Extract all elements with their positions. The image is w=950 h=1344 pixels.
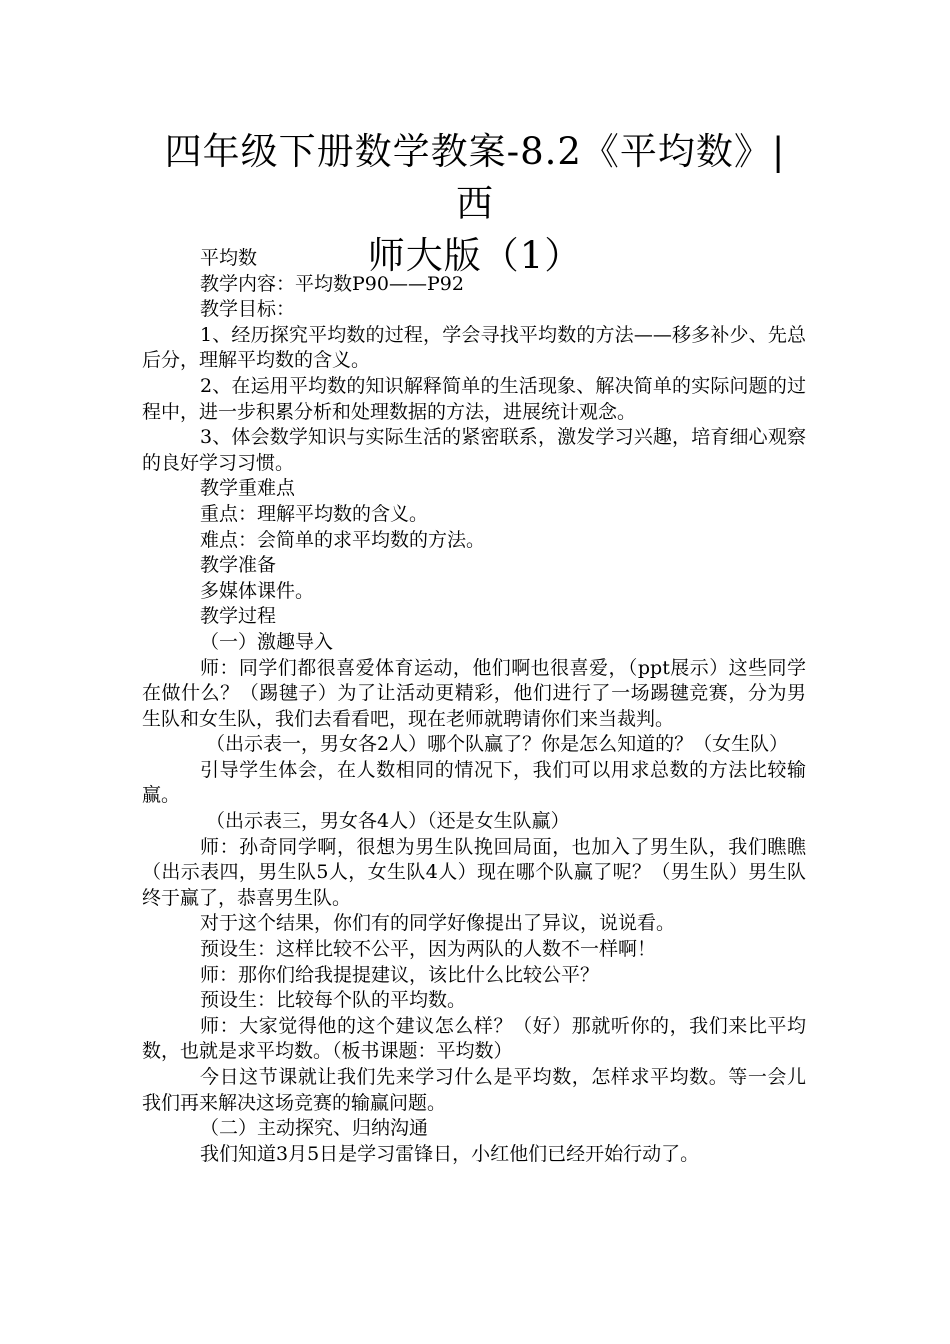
- title-line-2: 师大版（1）: [367, 234, 583, 277]
- section-heading-goals: 教学目标：: [200, 298, 296, 321]
- section-heading-process: 教学过程: [200, 605, 277, 628]
- subsection-heading-intro: （一）激趣导入: [200, 630, 334, 653]
- process-paragraph: 师：大家觉得他的这个建议怎么样？（好）那就听你的，我们来比平均数，也就是求平均数。（板书课题：平均数）: [142, 1014, 806, 1063]
- title-line-1: 四年级下册数学教案-8.2《平均数》| 西: [164, 130, 786, 225]
- process-paragraph: 师：那你们给我提提建议，该比什么比较公平？: [200, 963, 600, 986]
- document-body: [142, 246, 806, 1167]
- preparation-item: 多媒体课件。: [200, 579, 315, 602]
- section-heading-preparation: 教学准备: [200, 554, 277, 577]
- section-heading-topic: 平均数: [200, 247, 258, 269]
- goal-item-3: 3、体会数学知识与实际生活的紧密联系，激发学习兴趣，培育细心观察的良好学习习惯。: [142, 426, 806, 474]
- process-paragraph: 预设生：这样比较不公平，因为两队的人数不一样啊！: [200, 938, 657, 961]
- key-point: 重点：理解平均数的含义。: [200, 502, 429, 525]
- goal-item-1: 1、经历探究平均数的过程，学会寻找平均数的方法——移多补少、先总后分，理解平均数的含义。: [142, 323, 806, 372]
- teaching-content: 教学内容：平均数P90——P92: [200, 272, 464, 295]
- process-paragraph: 预设生：比较每个队的平均数。: [200, 989, 467, 1012]
- process-paragraph: 今日这节课就让我们先来学习什么是平均数，怎样求平均数。等一会儿我们再来解决这场竞赛的输赢问题。: [142, 1066, 806, 1114]
- process-paragraph: 对于这个结果，你们有的同学好像提出了异议，说说看。: [200, 912, 676, 935]
- subsection-heading-explore: （二）主动探究、归纳沟通: [200, 1117, 429, 1140]
- process-paragraph: 师：孙奇同学啊，很想为男生队挽回局面，也加入了男生队，我们瞧瞧（出示表四，男生队5人，女生队4人）现在哪个队赢了呢？（男生队）男生队终于赢了，恭喜男生队。: [142, 835, 806, 909]
- process-paragraph: 我们知道3月5日是学习雷锋日，小红他们已经开始行动了。: [200, 1142, 700, 1165]
- process-paragraph: （出示表一，男女各2人）哪个队赢了？你是怎么知道的？（女生队）: [206, 733, 789, 756]
- section-heading-key-points: 教学重难点: [200, 477, 296, 500]
- process-paragraph: （出示表三，男女各4人）（还是女生队赢）: [206, 810, 570, 833]
- process-paragraph: 师：同学们都很喜爱体育运动，他们啊也很喜爱，（ppt展示）这些同学在做什么？（踢毽子）为了让活动更精彩，他们进行了一场踢毽竞赛，分为男生队和女生队，我们去看看吧，现在老师就聘请你们来当裁判。: [142, 656, 806, 730]
- goal-item-2: 2、在运用平均数的知识解释简单的生活现象、解决简单的实际问题的过程中，进一步积累分析和处理数据的方法，进展统计观念。: [142, 374, 806, 423]
- difficult-point: 难点：会简单的求平均数的方法。: [200, 528, 486, 551]
- process-paragraph: 引导学生体会，在人数相同的情况下，我们可以用求总数的方法比较输赢。: [142, 758, 806, 807]
